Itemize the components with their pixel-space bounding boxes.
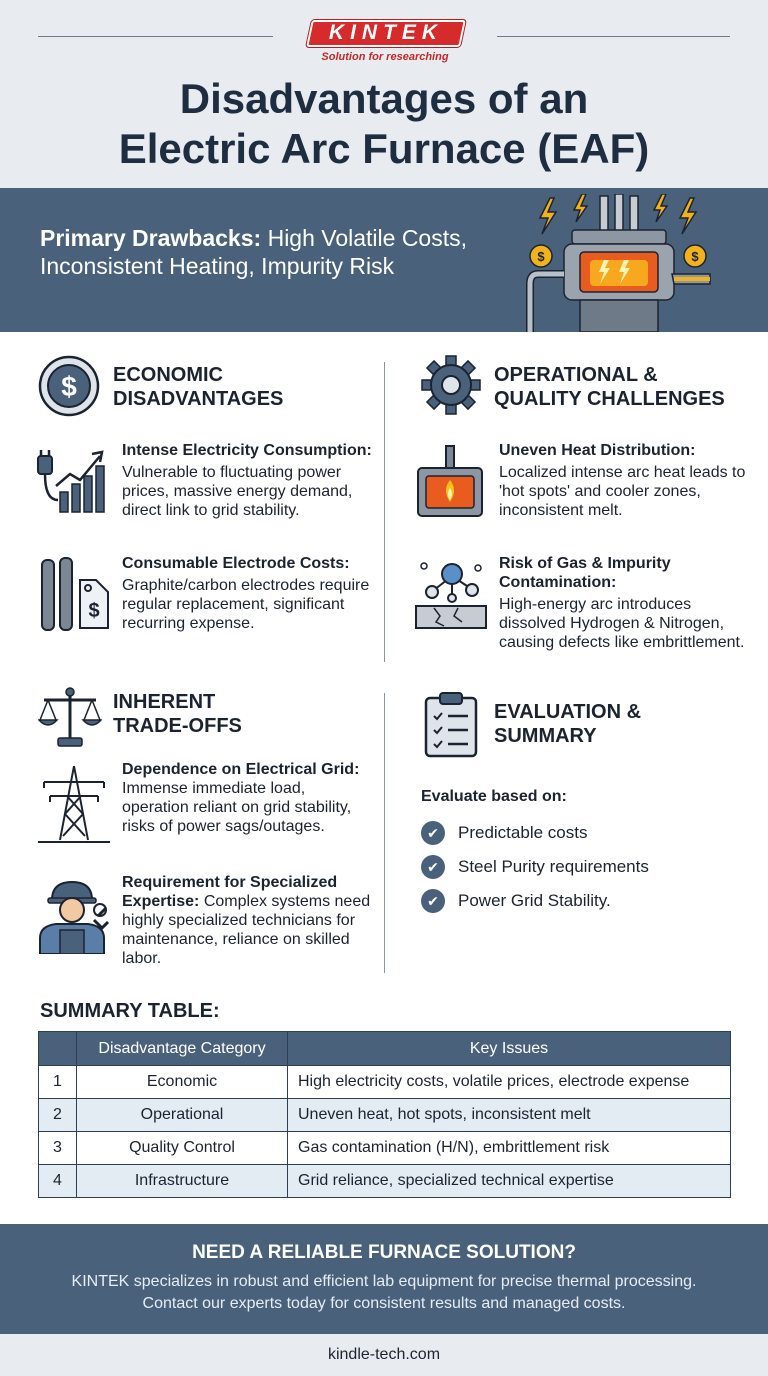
check-text: Steel Purity requirements bbox=[458, 857, 649, 876]
item-text: Graphite/carbon electrodes require regular replacement, significant recurring expense. bbox=[122, 577, 370, 632]
svg-text:$: $ bbox=[88, 600, 100, 622]
item-gas-contamination bbox=[499, 554, 749, 652]
furnace-illustration-icon bbox=[524, 194, 714, 332]
section-title-tradeoffs bbox=[113, 690, 242, 738]
table-row bbox=[39, 1066, 731, 1099]
table-row bbox=[39, 1165, 731, 1198]
divider-top bbox=[384, 362, 385, 662]
furnace-heat-icon bbox=[414, 444, 486, 518]
table-cell-category: Economic bbox=[77, 1066, 288, 1099]
section-title-line: INHERENT bbox=[113, 691, 216, 713]
summary-table bbox=[38, 1031, 731, 1198]
table-cell-category: Quality Control bbox=[77, 1132, 288, 1165]
item-title: Consumable Electrode Costs: bbox=[122, 555, 350, 572]
table-cell-issues: Grid reliance, specialized technical expertise bbox=[288, 1165, 731, 1198]
clipboard-checklist-icon bbox=[424, 692, 478, 758]
cta-line: Contact our experts today for consistent results and managed costs. bbox=[142, 1295, 626, 1312]
gas-molecule-icon bbox=[414, 556, 488, 632]
divider-bottom bbox=[384, 693, 385, 973]
header-rule-right bbox=[497, 36, 730, 37]
item-title: Requirement for Specialized Expertise: bbox=[122, 874, 338, 910]
table-header-issues: Key Issues bbox=[288, 1032, 731, 1066]
logo-tagline: Solution for researching bbox=[321, 51, 449, 63]
power-tower-icon bbox=[38, 764, 110, 844]
item-electricity-consumption bbox=[122, 441, 372, 520]
table-cell-category: Operational bbox=[77, 1099, 288, 1132]
table-cell-issues: Gas contamination (H/N), embrittlement risk bbox=[288, 1132, 731, 1165]
checkmark-icon: ✔ bbox=[421, 821, 445, 845]
gear-icon bbox=[421, 355, 481, 415]
electricity-chart-icon bbox=[34, 448, 110, 516]
logo-brand[interactable]: KINTEK bbox=[328, 21, 444, 44]
table-header-row bbox=[39, 1032, 731, 1066]
electrode-price-tag-icon bbox=[40, 556, 112, 632]
checkmark-icon: ✔ bbox=[421, 855, 445, 879]
page-title-line2: Electric Arc Furnace (EAF) bbox=[118, 125, 650, 172]
svg-text:$: $ bbox=[61, 371, 77, 402]
section-title-line: TRADE-OFFS bbox=[113, 715, 242, 737]
table-cell-num: 1 bbox=[39, 1066, 77, 1099]
check-text: Power Grid Stability. bbox=[458, 891, 611, 910]
section-title-line: ECONOMIC bbox=[113, 364, 223, 386]
evaluate-label: Evaluate based on: bbox=[421, 788, 567, 805]
table-row bbox=[39, 1099, 731, 1132]
table-cell-issues: Uneven heat, hot spots, inconsistent melt bbox=[288, 1099, 731, 1132]
website-link[interactable]: kindle-tech.com bbox=[327, 1346, 441, 1363]
item-title: Uneven Heat Distribution: bbox=[499, 442, 696, 459]
cta-section bbox=[0, 1224, 768, 1334]
cta-line: KINTEK specializes in robust and efficient lab equipment for precise thermal processing. bbox=[71, 1273, 697, 1290]
item-uneven-heat bbox=[499, 441, 749, 520]
table-header-num bbox=[39, 1032, 77, 1066]
content-area bbox=[0, 332, 768, 1224]
table-header-category: Disadvantage Category bbox=[77, 1032, 288, 1066]
header bbox=[0, 0, 768, 188]
section-title-line: DISADVANTAGES bbox=[113, 388, 284, 410]
section-title-line: OPERATIONAL & bbox=[494, 364, 658, 386]
item-title: Dependence on Electrical Grid: bbox=[122, 761, 360, 778]
table-cell-num: 2 bbox=[39, 1099, 77, 1132]
svg-text:$: $ bbox=[691, 249, 699, 264]
item-grid-dependence bbox=[122, 760, 362, 836]
check-item bbox=[421, 854, 649, 880]
item-specialized-expertise bbox=[122, 873, 378, 968]
technician-icon bbox=[36, 880, 110, 954]
summary-table-title: SUMMARY TABLE: bbox=[40, 1000, 220, 1022]
balance-scale-icon bbox=[38, 686, 102, 748]
dollar-circle-icon bbox=[38, 355, 100, 417]
checkmark-icon: ✔ bbox=[421, 889, 445, 913]
primary-drawbacks-banner bbox=[0, 188, 768, 332]
section-title-line: SUMMARY bbox=[494, 725, 597, 747]
item-electrode-costs bbox=[122, 554, 372, 633]
page-title bbox=[40, 74, 728, 174]
item-text: Immense immediate load, operation reliant on grid stability, risks of power sags/outages. bbox=[122, 780, 352, 835]
table-cell-num: 4 bbox=[39, 1165, 77, 1198]
section-title-line: EVALUATION & bbox=[494, 701, 642, 723]
table-cell-num: 3 bbox=[39, 1132, 77, 1165]
check-text: Predictable costs bbox=[458, 823, 588, 842]
banner-text bbox=[40, 224, 480, 280]
check-item bbox=[421, 820, 587, 846]
item-title: Risk of Gas & Impurity Contamination: bbox=[499, 555, 671, 591]
header-rule-left bbox=[38, 36, 273, 37]
table-row bbox=[39, 1132, 731, 1165]
item-text-body: Complex systems need highly specialized technicians for maintenance, reliance on skilled labor. bbox=[122, 893, 371, 967]
page-title-line1: Disadvantages of an bbox=[179, 75, 589, 122]
section-title-evaluation bbox=[494, 700, 641, 748]
item-text: High-energy arc introduces dissolved Hydrogen & Nitrogen, causing defects like embrittlement. bbox=[499, 596, 745, 651]
table-cell-issues: High electricity costs, volatile prices, electrode expense bbox=[288, 1066, 731, 1099]
cta-text bbox=[40, 1271, 728, 1315]
cta-title: NEED A RELIABLE FURNACE SOLUTION? bbox=[192, 1242, 576, 1263]
section-title-operational bbox=[494, 363, 725, 411]
item-text: Vulnerable to fluctuating power prices, massive energy demand, direct link to grid stability. bbox=[122, 464, 353, 519]
section-title-line: QUALITY CHALLENGES bbox=[494, 388, 725, 410]
svg-text:$: $ bbox=[537, 249, 545, 264]
check-item bbox=[421, 888, 611, 914]
item-text bbox=[122, 873, 378, 968]
footer bbox=[0, 1334, 768, 1376]
section-title-economic bbox=[113, 363, 283, 411]
item-title: Intense Electricity Consumption: bbox=[122, 442, 372, 459]
banner-body: High Volatile Costs, Inconsistent Heating, Impurity Risk bbox=[40, 225, 468, 279]
table-cell-category: Infrastructure bbox=[77, 1165, 288, 1198]
item-text: Localized intense arc heat leads to 'hot spots' and cooler zones, inconsistent melt. bbox=[499, 464, 746, 519]
banner-lead: Primary Drawbacks: bbox=[40, 225, 262, 251]
